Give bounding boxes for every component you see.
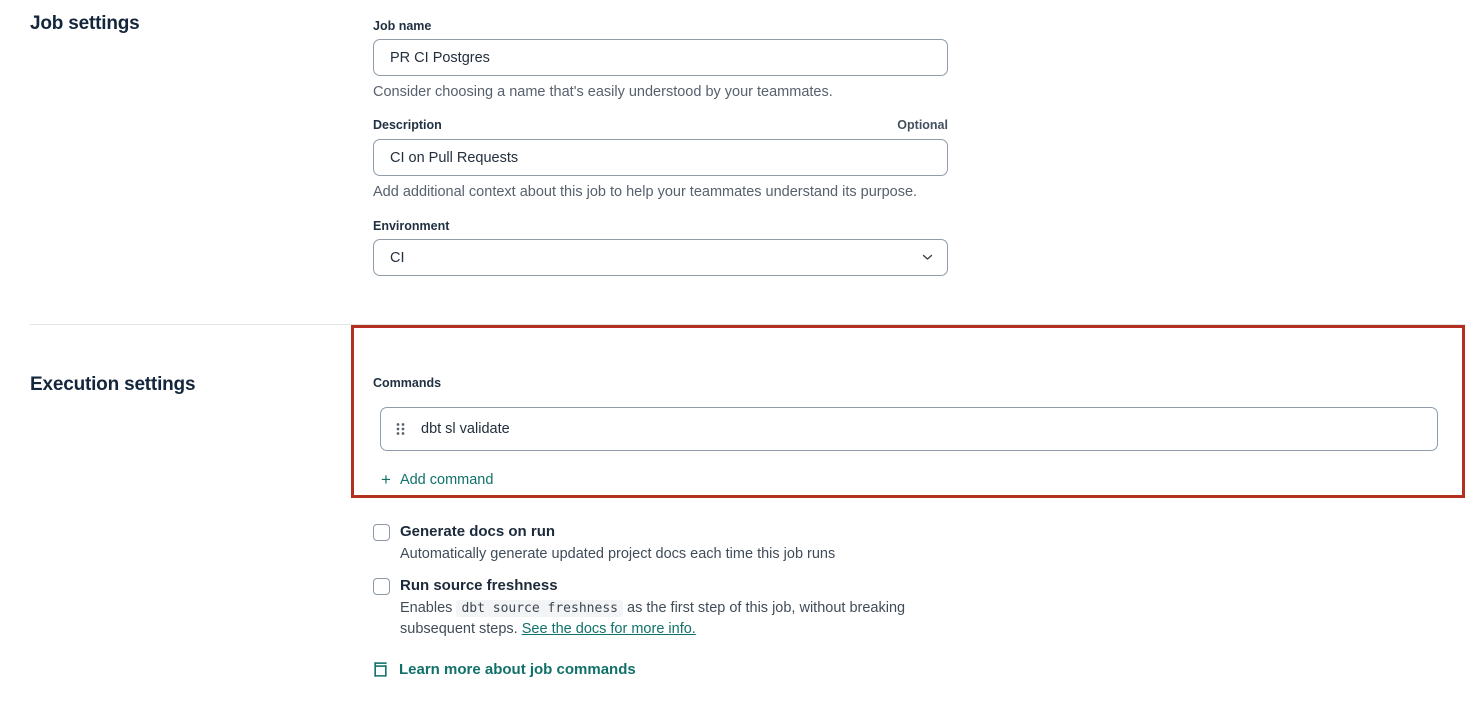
job-settings-heading: Job settings: [30, 13, 140, 34]
freshness-desc-prefix: Enables: [400, 600, 453, 616]
drag-handle-icon[interactable]: [395, 421, 406, 437]
learn-more-label: Learn more about job commands: [399, 661, 636, 678]
generate-docs-description: Automatically generate updated project docs each time this job runs: [400, 546, 836, 562]
description-label-row: [373, 118, 948, 132]
source-freshness-checkbox[interactable]: [373, 578, 390, 595]
generate-docs-checkbox[interactable]: [373, 524, 390, 541]
see-docs-link[interactable]: See the docs for more info.: [521, 621, 696, 637]
description-helper-text: Add additional context about this job to help your teammates understand its purpose.: [373, 184, 918, 200]
section-divider: [30, 324, 1466, 325]
job-name-label: Job name: [373, 19, 432, 33]
source-freshness-description: [400, 598, 935, 639]
environment-label: Environment: [373, 219, 450, 233]
command-row[interactable]: [380, 407, 1438, 451]
generate-docs-label[interactable]: Generate docs on run: [400, 523, 556, 540]
add-command-button[interactable]: [381, 471, 493, 488]
source-freshness-label[interactable]: Run source freshness: [400, 577, 558, 594]
job-name-helper-text: Consider choosing a name that's easily understood by your teammates.: [373, 84, 833, 100]
commands-label: Commands: [373, 376, 442, 390]
optional-tag: Optional: [897, 118, 948, 132]
plus-icon: +: [381, 470, 391, 489]
description-input[interactable]: [373, 139, 948, 176]
description-label: Description: [373, 118, 442, 132]
freshness-code-chip: dbt source freshness: [456, 600, 623, 617]
add-command-label: Add command: [399, 471, 494, 488]
environment-select[interactable]: [373, 239, 948, 276]
chevron-down-icon: [922, 254, 933, 261]
book-icon: [372, 661, 389, 678]
job-name-input[interactable]: [373, 39, 948, 76]
freshness-desc-suffix: as the first step of this job, without breaking subsequent steps.: [400, 600, 906, 637]
environment-selected-value: CI: [390, 249, 405, 266]
command-value[interactable]: dbt sl validate: [421, 421, 510, 437]
learn-more-link[interactable]: [372, 661, 636, 678]
execution-settings-heading: Execution settings: [30, 374, 196, 395]
